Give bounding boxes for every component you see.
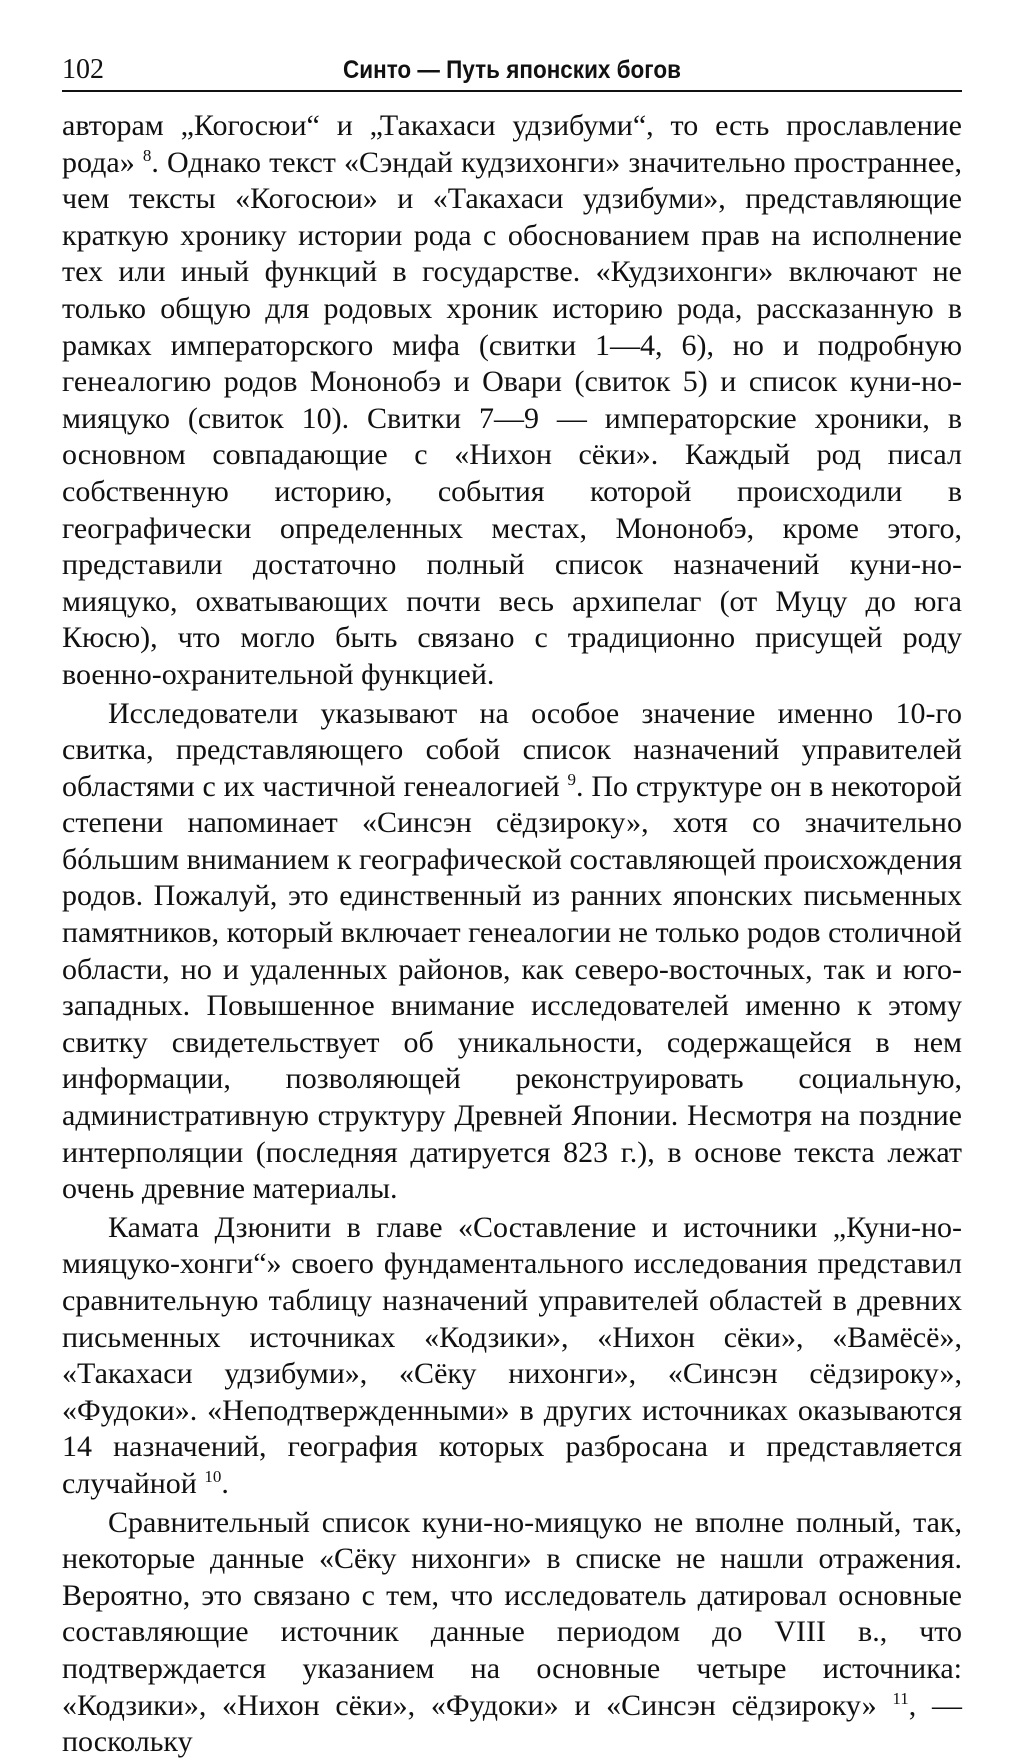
text-span: , — поскольку	[62, 1688, 962, 1759]
footnote-ref-11: 11	[892, 1688, 909, 1708]
text-span: . Однако текст «Сэндай кудзихонги» значительно пространнее, чем тексты «Когосюи» и «Такахаси удзибуми», представляющие краткую хронику истории рода с обоснованием прав на исполнение тех или иный функций в государстве. «Кудзихонги» включают не только общую для родовых хроник историю рода, рассказанную в рамках императорского мифа (свитки 1—4, 6), но и подробную генеалогию родов Мононобэ и Овари (свиток 5) и список куни-но-мияцуко (свиток 10). Свитки 7—9 — императорские хроники, в основном совпадающие с «Нихон сёки». Каждый род писал собственную историю, события которой происходили в географически определенных местах, Мононобэ, кроме этого, представили достаточно полный список назначений куни-но-мияцуко, охватывающих почти весь архипелаг (от Муцу до юга Кюсю), что могло быть связано с традиционно присущей роду военно-охранительной функцией.	[62, 145, 962, 691]
footnote-ref-8: 8	[142, 145, 152, 165]
text-span: Сравнительный список куни-но-мияцуко не вполне полный, так, некоторые данные «Сёку нихонги» в списке не нашли отражения. Вероятно, это связано с тем, что исследователь датировал основные составляющие источник данные периодом до VIII в., что подтверждается указанием на основные четыре источника: «Кодзики», «Нихон сёки», «Фудоки» и «Синсэн сёдзироку»	[62, 1505, 962, 1722]
text-span: Камата Дзюнити в главе «Составление и источники „Куни-но-мияцуко-хонги“» своего фундаментального исследования представил сравнительную таблицу назначений управителей областей в древних письменных источниках «Кодзики», «Нихон сёки», «Вамёсё», «Такахаси удзибуми», «Сёку нихонги», «Синсэн сёдзироку», «Фудоки». «Неподтвержденными» в других источниках оказываются 14 назначений, география которых разбросана и представляется случайной	[62, 1210, 962, 1500]
paragraph-1	[62, 108, 962, 694]
page-number: 102	[62, 54, 104, 85]
paragraph-3	[62, 1210, 962, 1503]
text-span: авторам „Когосюи“ и „Такахаси удзибуми“, то есть прославление рода»	[62, 109, 962, 179]
text-span: .	[221, 1466, 229, 1500]
running-title: Синто — Путь японских богов	[343, 56, 681, 84]
footnote-ref-9: 9	[567, 769, 577, 789]
paragraph-4	[62, 1505, 962, 1761]
footnote-ref-10: 10	[204, 1466, 222, 1486]
text-span: Исследователи указывают на особое значение именно 10-го свитка, представляющего собой список назначений управителей областями с их частичной генеалогией	[62, 696, 962, 803]
text-span: . По структуре он в некоторой степени напоминает «Синсэн сёдзироку», хотя со значительно бóльшим вниманием к географической составляющей происхождения родов. Пожалуй, это единственный из ранних японских письменных памятников, который включает генеалогии не только родов столичной области, но и удаленных районов, как северо-восточных, так и юго-западных. Повышенное внимание исследователей именно к этому свитку свидетельствует об уникальности, содержащейся в нем информации, позволяющей реконструировать социальную, административную структуру Древней Японии. Несмотря на поздние интерполяции (последняя датируется 823 г.), в основе текста лежат очень древние материалы.	[62, 769, 962, 1206]
body-text	[62, 108, 962, 1761]
paragraph-2	[62, 696, 962, 1208]
book-page	[62, 50, 962, 1761]
page-header	[62, 50, 962, 92]
